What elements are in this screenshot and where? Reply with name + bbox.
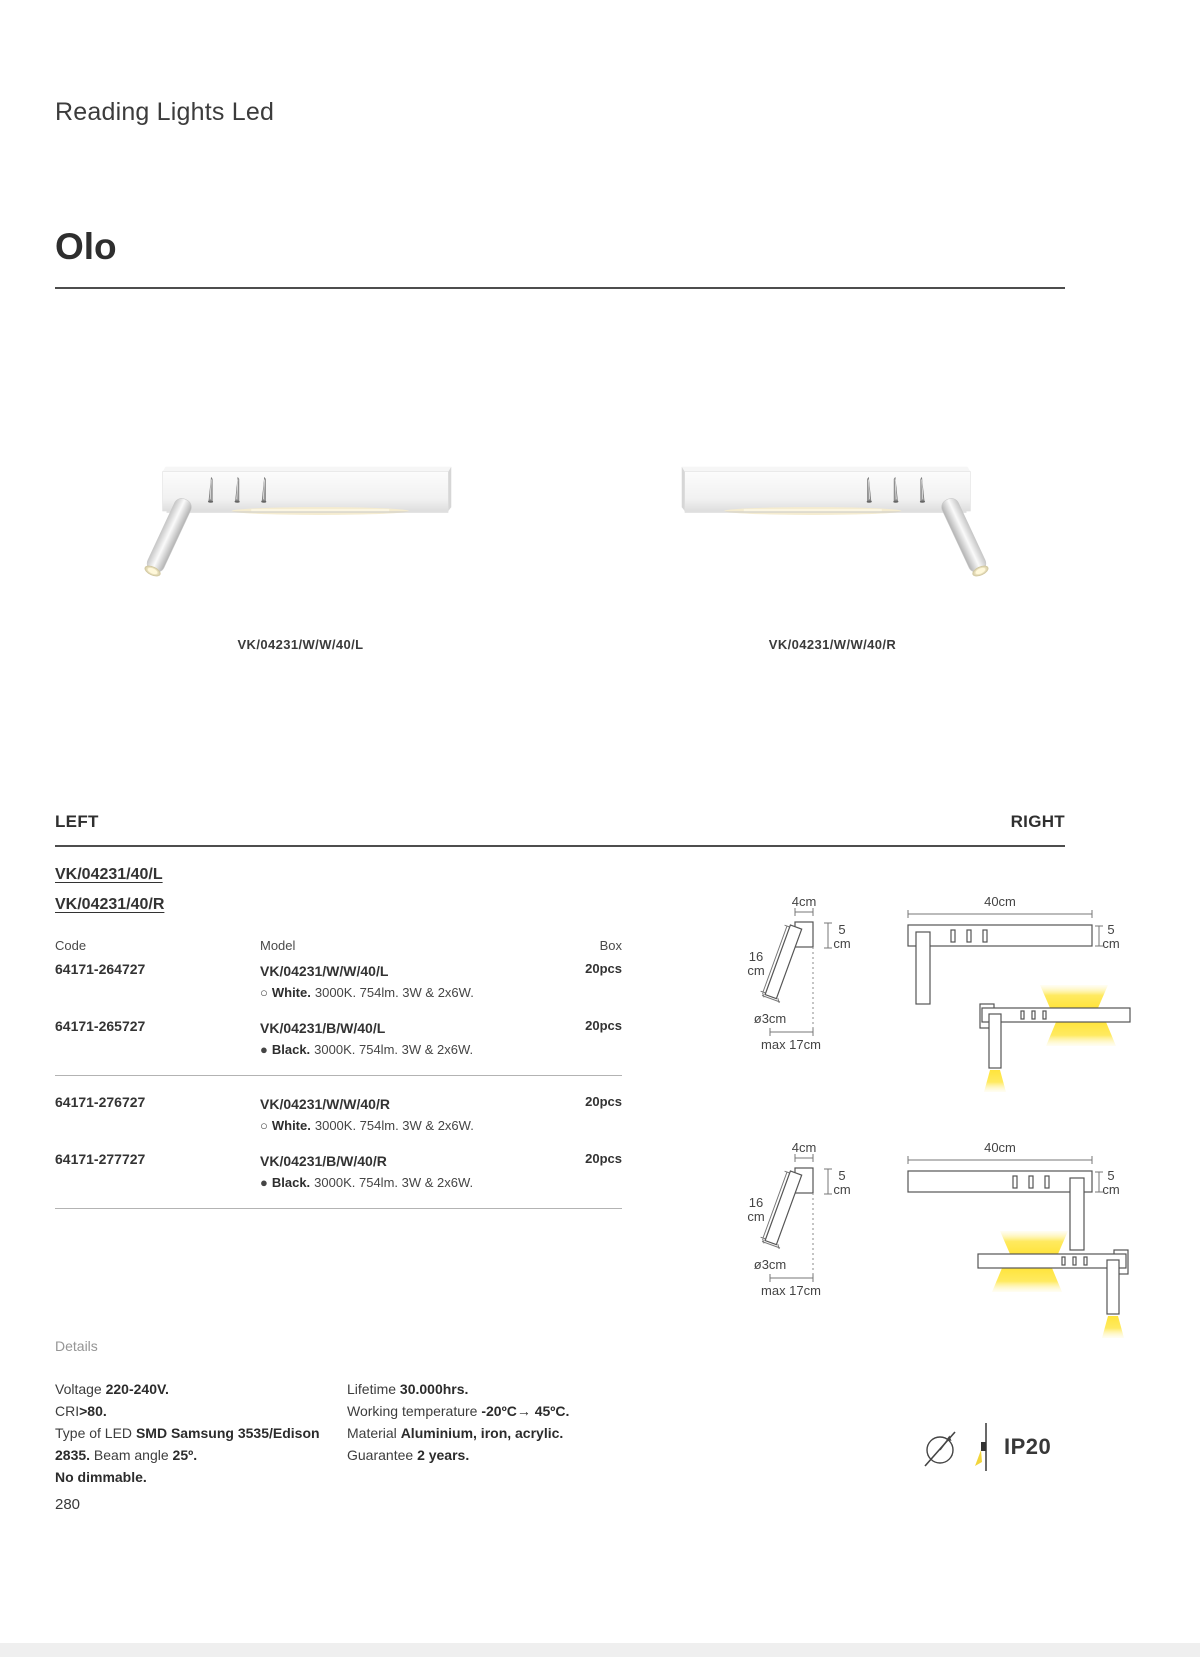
model-number: VK/04231/B/W/40/L bbox=[260, 1020, 386, 1036]
family-code-right: VK/04231/40/R bbox=[55, 896, 165, 913]
bottom-strip bbox=[0, 1643, 1200, 1657]
dim-label-40cm: 40cm bbox=[984, 894, 1016, 909]
row-model bbox=[260, 1094, 560, 1136]
table-row bbox=[55, 1094, 622, 1136]
dim-label-max: max 17cm bbox=[761, 1037, 821, 1052]
no-dimmable-icon bbox=[920, 1423, 962, 1471]
dim-label-16-unit: cm bbox=[747, 1209, 765, 1224]
dim-label-16-unit: cm bbox=[747, 963, 765, 978]
spec-table bbox=[55, 938, 622, 1227]
model-number: VK/04231/W/W/40/R bbox=[260, 1096, 390, 1112]
dim-label-5-unit: cm bbox=[833, 936, 851, 951]
ip-rating-badge: IP20 bbox=[1004, 1434, 1052, 1459]
details-column-2 bbox=[347, 1378, 657, 1488]
dim-label-5-unit: cm bbox=[833, 1182, 851, 1197]
model-finish: ● Black. 3000K. 754lm. 3W & 2x6W. bbox=[260, 1175, 474, 1190]
dim-label-diameter: ø3cm bbox=[753, 1257, 787, 1272]
diagram-set-left bbox=[690, 842, 1150, 1094]
row-box: 20pcs bbox=[585, 961, 622, 976]
white-dot-icon: ○ bbox=[260, 985, 268, 1000]
row-code: 64171-264727 bbox=[55, 961, 146, 977]
dim-label-5: 5 bbox=[838, 922, 846, 937]
detail-working-temperature: Working temperature -20ºC→ 45ºC. bbox=[347, 1403, 570, 1419]
family-codes bbox=[55, 860, 164, 920]
model-finish: ○ White. 3000K. 754lm. 3W & 2x6W. bbox=[260, 985, 474, 1000]
badge-row bbox=[920, 1422, 1051, 1472]
product-figure-left bbox=[133, 438, 468, 652]
table-header bbox=[55, 938, 622, 953]
model-number: VK/04231/W/W/40/L bbox=[260, 963, 389, 979]
detail-cri: CRI>80. bbox=[55, 1403, 107, 1419]
dim-label-4cm: 4cm bbox=[791, 1140, 817, 1155]
row-code: 64171-277727 bbox=[55, 1151, 146, 1167]
detail-led-type: Type of LED SMD Samsung 3535/Edison 2835. Beam angle 25º. bbox=[55, 1425, 320, 1463]
row-box: 20pcs bbox=[585, 1018, 622, 1033]
black-dot-icon: ● bbox=[260, 1042, 268, 1057]
white-dot-icon: ○ bbox=[260, 1118, 268, 1133]
left-product-caption: VK/04231/W/W/40/L bbox=[237, 637, 364, 652]
dim-label-5b: 5 bbox=[1107, 922, 1115, 937]
detail-voltage: Voltage 220-240V. bbox=[55, 1381, 169, 1397]
wall-mounted-light-icon bbox=[975, 1422, 991, 1472]
row-model bbox=[260, 1151, 560, 1193]
dim-label-diameter: ø3cm bbox=[753, 1011, 787, 1026]
family-code-left: VK/04231/40/L bbox=[55, 866, 163, 883]
table-row bbox=[55, 961, 622, 1003]
row-box: 20pcs bbox=[585, 1094, 622, 1109]
model-number: VK/04231/B/W/40/R bbox=[260, 1153, 387, 1169]
dim-label-5b-unit: cm bbox=[1102, 936, 1120, 951]
header-code: Code bbox=[55, 938, 87, 953]
row-model bbox=[260, 1018, 560, 1060]
dim-label-16: 16 bbox=[748, 949, 764, 964]
page-number: 280 bbox=[55, 1496, 81, 1513]
detail-material: Material Aluminium, iron, acrylic. bbox=[347, 1425, 564, 1441]
row-code: 64171-276727 bbox=[55, 1094, 146, 1110]
title-divider bbox=[55, 287, 1065, 289]
dim-label-4cm: 4cm bbox=[791, 894, 817, 909]
right-lamp-image bbox=[665, 438, 1000, 588]
table-row bbox=[55, 1018, 622, 1060]
product-figure-right bbox=[665, 438, 1000, 652]
detail-dimmable: No dimmable. bbox=[55, 1469, 147, 1485]
detail-guarantee: Guarantee 2 years. bbox=[347, 1447, 470, 1463]
table-divider bbox=[55, 1075, 622, 1076]
model-finish: ● Black. 3000K. 754lm. 3W & 2x6W. bbox=[260, 1042, 474, 1057]
dim-label-5: 5 bbox=[838, 1168, 846, 1183]
category-title: Reading Lights Led bbox=[55, 98, 275, 126]
dim-label-max: max 17cm bbox=[761, 1283, 821, 1298]
detail-lifetime: Lifetime 30.000hrs. bbox=[347, 1381, 469, 1397]
row-box: 20pcs bbox=[585, 1151, 622, 1166]
dim-label-5b: 5 bbox=[1107, 1168, 1115, 1183]
black-dot-icon: ● bbox=[260, 1175, 268, 1190]
row-model bbox=[260, 961, 560, 1003]
table-row bbox=[55, 1151, 622, 1193]
model-finish: ○ White. 3000K. 754lm. 3W & 2x6W. bbox=[260, 1118, 474, 1133]
dim-label-5b-unit: cm bbox=[1102, 1182, 1120, 1197]
left-lamp-image bbox=[133, 438, 468, 588]
dim-label-16: 16 bbox=[748, 1195, 764, 1210]
left-label: LEFT bbox=[55, 812, 99, 831]
orientation-band bbox=[55, 812, 1065, 832]
table-divider bbox=[55, 1208, 622, 1209]
right-label: RIGHT bbox=[1010, 812, 1065, 831]
dim-label-40cm: 40cm bbox=[984, 1140, 1016, 1155]
details-section bbox=[55, 1338, 675, 1488]
diagram-set-right bbox=[690, 1088, 1150, 1340]
row-code: 64171-265727 bbox=[55, 1018, 146, 1034]
header-box: Box bbox=[599, 938, 622, 953]
details-column-1 bbox=[55, 1378, 347, 1488]
right-product-caption: VK/04231/W/W/40/R bbox=[768, 637, 897, 652]
header-model: Model bbox=[260, 938, 296, 953]
details-heading: Details bbox=[55, 1338, 98, 1354]
dimension-diagrams bbox=[690, 842, 1150, 1352]
page-title: Olo bbox=[55, 226, 117, 267]
